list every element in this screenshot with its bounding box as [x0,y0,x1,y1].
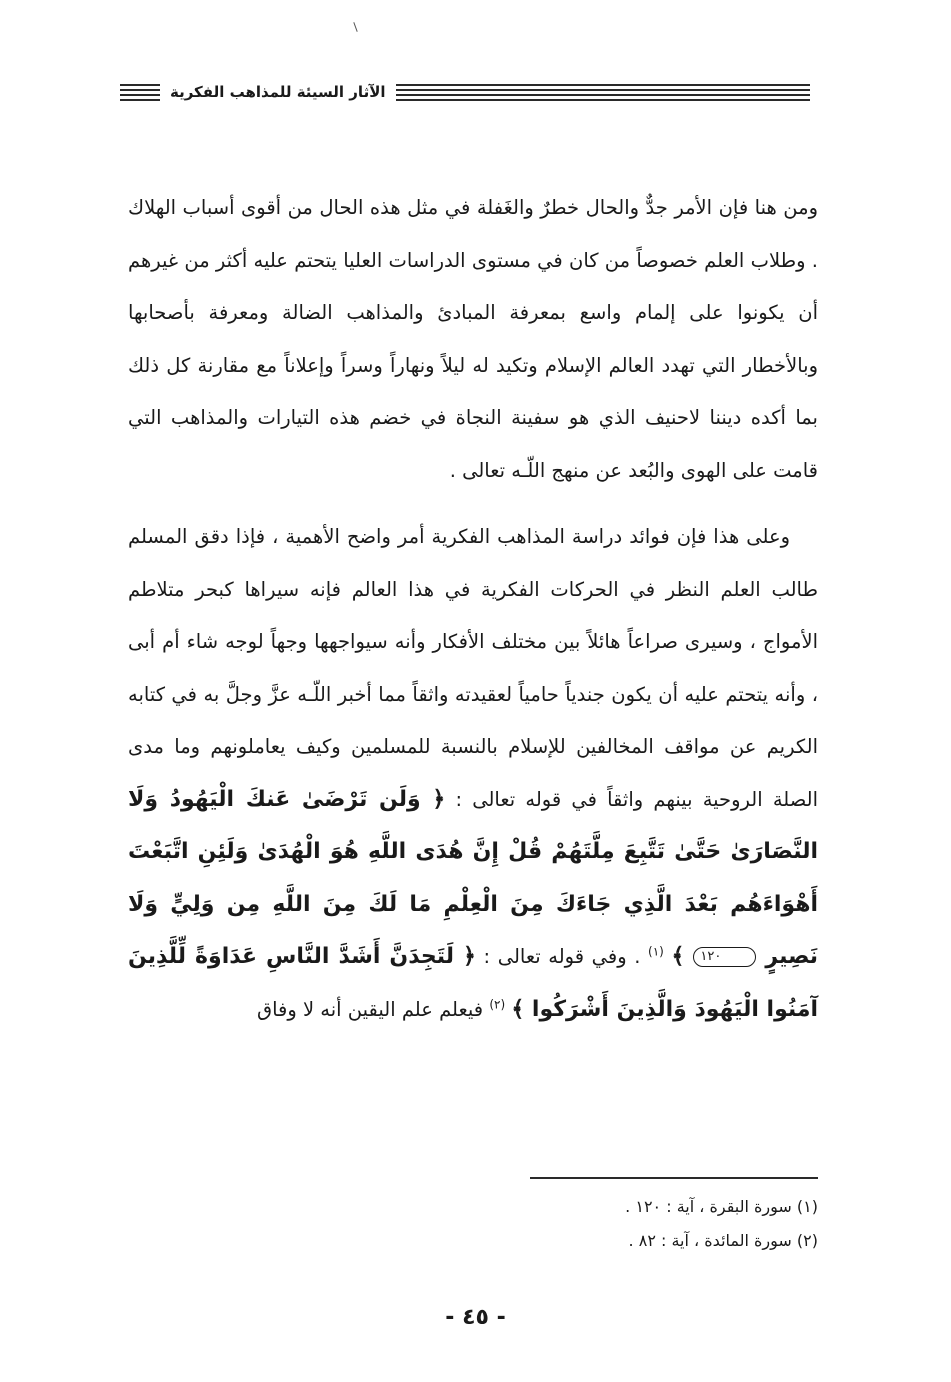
paragraph-2-end: فيعلم علم اليقين أنه لا وفاق [256,997,484,1021]
quran-verse-1 [128,787,818,970]
running-header [120,78,810,106]
footnote-ref-1[interactable]: (١) [648,944,664,959]
quran-verse-1-text: ﴿ وَلَن تَرْضَىٰ عَنكَ الْيَهُودُ وَلَا النَّصَارَىٰ حَتَّىٰ تَتَّبِعَ مِلَّتَهُمْ قُلْ إِنَّ هُدَى اللَّهِ هُوَ الْهُدَىٰ وَلَئِنِ اتَّبَعْتَ أَهْوَاءَهُم بَعْدَ الَّذِي جَاءَكَ مِنَ الْعِلْمِ مَا لَكَ مِنَ اللَّهِ مِن وَلِيٍّ وَلَا نَصِيرٍ [128,786,819,969]
footnotes [300,1190,818,1258]
header-rule-long [396,84,810,101]
footnote-ref-2[interactable]: (٢) [489,997,506,1011]
paragraph-2-intro: وعلى هذا فإن فوائد دراسة المذاهب الفكرية أمر واضح الأهمية ، فإذا دقق المسلم طالب العلم النظر في الحركات الفكرية في هذا العالم فإنه سيراها كبحر متلاطم الأمواج ، وسيرى صراعاً هائلاً بين مختلف الأفكار وأنه سيواجهها وجهاً لوجه شاء أم أبى ، وأنه يتحتم عليه أن يكون جندياً حامياً لعقيدته واثقاً مما أخبر اللّـه عزَّ وجلَّ به في كتابه الكريم عن مواقف المخالفين للإسلام بالنسبة للمسلمين وكيف يعاملونهم وما مدى الصلة الروحية بينهم واثقاً في قوله تعالى : [128,525,818,811]
header-rule-short [120,84,160,101]
verse-close-bracket: ﴾ [671,944,685,969]
footnote-divider [530,1177,818,1179]
paragraph-1: ومن هنا فإن الأمر جدٌّ والحال خطرٌ والغَفلة في مثل هذه الحال من أقوى أسباب الهلاك . وطلاب العلم خصوصاً من كان في مستوى الدراسات العليا يتحتم عليه أكثر من غيرهم أن يكونوا على إلمام واسع بمعرفة المبادئ والمذاهب الضالة ومعرفة بأصحابها وبالأخطار التي تهدد العالم الإسلام وتكيد له ليلاً ونهاراً وسراً وإعلاناً مع مقارنة كل ذلك بما أكده ديننا لاحنيف الذي هو سفينة النجاة في خضم هذه التيارات والمذاهب التي قامت على الهوى والبُعد عن منهج اللّـه تعالى . [128,196,818,482]
page-number: - ٤٥ - [445,1305,506,1330]
body-text [128,182,818,1036]
scan-mark [353,22,357,32]
header-title: الآثار السيئة للمذاهب الفكرية [170,83,386,101]
paragraph-2 [128,511,818,1036]
verse-number-badge: ١٢٠ [693,947,756,967]
footnote-2: (٢) سورة المائدة ، آية : ٨٢ . [628,1231,818,1250]
quran-verse-2: ﴿ لَتَجِدَنَّ أَشَدَّ النَّاسِ عَدَاوَةً لِّلَّذِينَ آمَنُوا الْيَهُودَ وَالَّذِينَ أَشْرَكُوا ﴾ [128,944,818,1022]
footnote-1: (١) سورة البقرة ، آية : ١٢٠ . [625,1197,818,1216]
paragraph-2-mid: . وفي قوله تعالى : [483,945,641,968]
